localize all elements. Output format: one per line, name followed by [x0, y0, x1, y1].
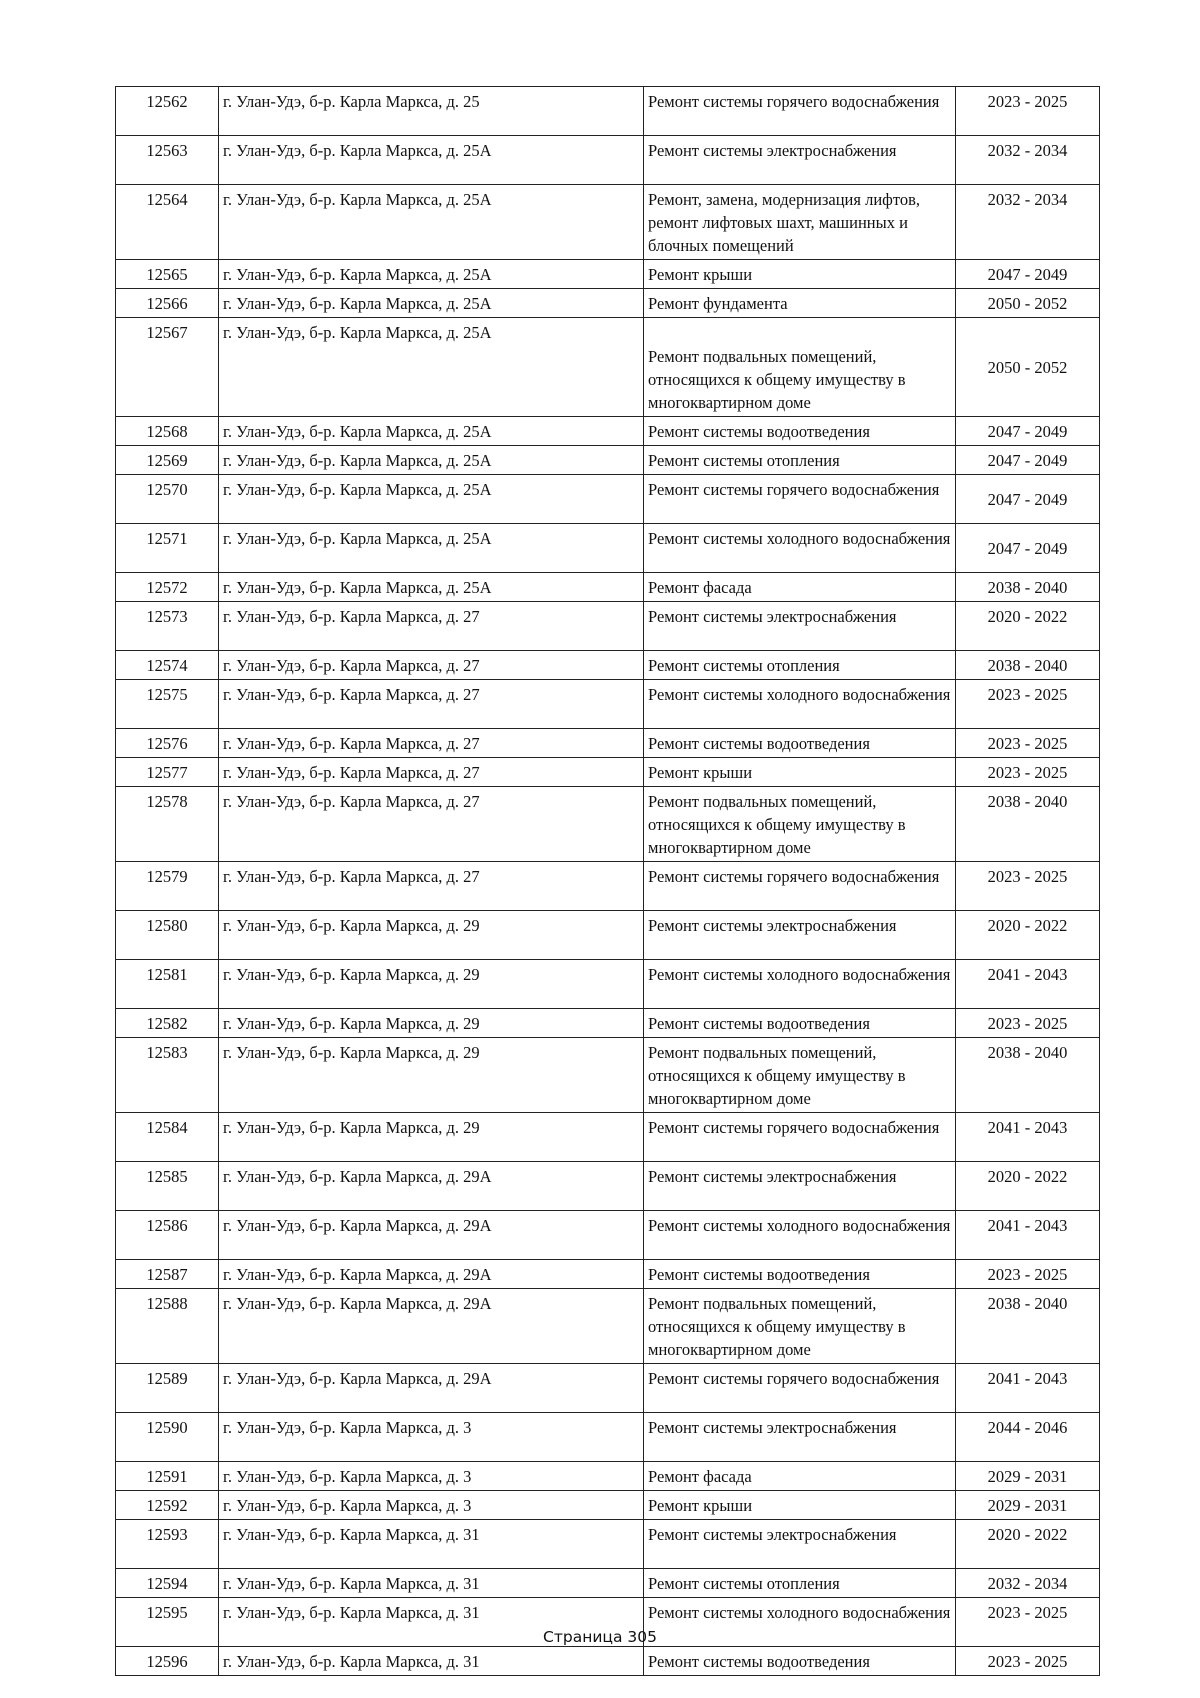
row-address: г. Улан-Удэ, б-р. Карла Маркса, д. 27	[219, 862, 644, 911]
row-period: 2044 - 2046	[956, 1413, 1100, 1462]
row-period: 2020 - 2022	[956, 1520, 1100, 1569]
row-number: 12573	[116, 602, 219, 651]
row-work-type: Ремонт системы отопления	[644, 446, 956, 475]
row-period: 2023 - 2025	[956, 87, 1100, 136]
row-address: г. Улан-Удэ, б-р. Карла Маркса, д. 31	[219, 1598, 644, 1647]
row-address: г. Улан-Удэ, б-р. Карла Маркса, д. 25А	[219, 573, 644, 602]
row-work-type: Ремонт системы холодного водоснабжения	[644, 524, 956, 573]
row-work-type: Ремонт подвальных помещений, относящихся к общему имуществу в многоквартирном доме	[644, 318, 956, 417]
row-period: 2023 - 2025	[956, 758, 1100, 787]
row-address: г. Улан-Удэ, б-р. Карла Маркса, д. 27	[219, 651, 644, 680]
row-period: 2047 - 2049	[956, 524, 1100, 573]
row-address: г. Улан-Удэ, б-р. Карла Маркса, д. 3	[219, 1491, 644, 1520]
row-number: 12586	[116, 1211, 219, 1260]
table-row	[116, 862, 1100, 911]
row-address: г. Улан-Удэ, б-р. Карла Маркса, д. 29А	[219, 1364, 644, 1413]
row-number: 12577	[116, 758, 219, 787]
row-address: г. Улан-Удэ, б-р. Карла Маркса, д. 29А	[219, 1289, 644, 1364]
table-row	[116, 136, 1100, 185]
row-period: 2023 - 2025	[956, 729, 1100, 758]
table-row	[116, 260, 1100, 289]
table-row	[116, 1364, 1100, 1413]
table-row	[116, 573, 1100, 602]
row-period: 2041 - 2043	[956, 1364, 1100, 1413]
row-period: 2032 - 2034	[956, 1569, 1100, 1598]
row-work-type: Ремонт крыши	[644, 260, 956, 289]
row-address: г. Улан-Удэ, б-р. Карла Маркса, д. 3	[219, 1413, 644, 1462]
row-address: г. Улан-Удэ, б-р. Карла Маркса, д. 27	[219, 729, 644, 758]
table-row	[116, 446, 1100, 475]
row-period: 2023 - 2025	[956, 1647, 1100, 1676]
row-address: г. Улан-Удэ, б-р. Карла Маркса, д. 29	[219, 960, 644, 1009]
row-number: 12575	[116, 680, 219, 729]
row-work-type: Ремонт системы электроснабжения	[644, 1520, 956, 1569]
table-body	[116, 87, 1100, 1676]
table-row	[116, 1462, 1100, 1491]
row-number: 12585	[116, 1162, 219, 1211]
table-row	[116, 1520, 1100, 1569]
row-period: 2047 - 2049	[956, 475, 1100, 524]
row-period: 2032 - 2034	[956, 136, 1100, 185]
row-number: 12576	[116, 729, 219, 758]
row-work-type: Ремонт системы водоотведения	[644, 1260, 956, 1289]
row-address: г. Улан-Удэ, б-р. Карла Маркса, д. 29	[219, 911, 644, 960]
table-row	[116, 1413, 1100, 1462]
row-address: г. Улан-Удэ, б-р. Карла Маркса, д. 25	[219, 87, 644, 136]
row-number: 12562	[116, 87, 219, 136]
row-work-type: Ремонт подвальных помещений, относящихся к общему имуществу в многоквартирном доме	[644, 1038, 956, 1113]
row-period: 2038 - 2040	[956, 651, 1100, 680]
row-address: г. Улан-Удэ, б-р. Карла Маркса, д. 25А	[219, 318, 644, 417]
table-row	[116, 1491, 1100, 1520]
row-work-type: Ремонт системы горячего водоснабжения	[644, 475, 956, 524]
row-period: 2029 - 2031	[956, 1462, 1100, 1491]
table-row	[116, 680, 1100, 729]
row-number: 12580	[116, 911, 219, 960]
row-number: 12582	[116, 1009, 219, 1038]
row-work-type: Ремонт системы водоотведения	[644, 1009, 956, 1038]
row-work-type: Ремонт крыши	[644, 758, 956, 787]
row-period: 2047 - 2049	[956, 446, 1100, 475]
row-number: 12563	[116, 136, 219, 185]
row-number: 12578	[116, 787, 219, 862]
row-number: 12566	[116, 289, 219, 318]
table-row	[116, 1038, 1100, 1113]
row-work-type: Ремонт, замена, модернизация лифтов, ремонт лифтовых шахт, машинных и блочных помещений	[644, 185, 956, 260]
table-row	[116, 651, 1100, 680]
table-row	[116, 602, 1100, 651]
table-row	[116, 1260, 1100, 1289]
table-row	[116, 729, 1100, 758]
row-period: 2029 - 2031	[956, 1491, 1100, 1520]
row-number: 12574	[116, 651, 219, 680]
row-number: 12579	[116, 862, 219, 911]
row-work-type: Ремонт фундамента	[644, 289, 956, 318]
row-address: г. Улан-Удэ, б-р. Карла Маркса, д. 25А	[219, 417, 644, 446]
row-work-type: Ремонт системы электроснабжения	[644, 911, 956, 960]
table-row	[116, 1211, 1100, 1260]
row-address: г. Улан-Удэ, б-р. Карла Маркса, д. 25А	[219, 446, 644, 475]
row-work-type: Ремонт системы горячего водоснабжения	[644, 1364, 956, 1413]
row-address: г. Улан-Удэ, б-р. Карла Маркса, д. 25А	[219, 475, 644, 524]
row-work-type: Ремонт системы водоотведения	[644, 1647, 956, 1676]
row-number: 12571	[116, 524, 219, 573]
row-number: 12565	[116, 260, 219, 289]
row-number: 12591	[116, 1462, 219, 1491]
row-period: 2041 - 2043	[956, 1113, 1100, 1162]
row-number: 12568	[116, 417, 219, 446]
row-work-type: Ремонт системы водоотведения	[644, 417, 956, 446]
row-period: 2041 - 2043	[956, 960, 1100, 1009]
table-row	[116, 1113, 1100, 1162]
table-row	[116, 1162, 1100, 1211]
row-address: г. Улан-Удэ, б-р. Карла Маркса, д. 3	[219, 1462, 644, 1491]
row-address: г. Улан-Удэ, б-р. Карла Маркса, д. 27	[219, 602, 644, 651]
table-row	[116, 1009, 1100, 1038]
row-number: 12588	[116, 1289, 219, 1364]
row-period: 2023 - 2025	[956, 1009, 1100, 1038]
row-number: 12564	[116, 185, 219, 260]
row-address: г. Улан-Удэ, б-р. Карла Маркса, д. 29	[219, 1009, 644, 1038]
row-period: 2020 - 2022	[956, 602, 1100, 651]
row-number: 12587	[116, 1260, 219, 1289]
row-work-type: Ремонт системы горячего водоснабжения	[644, 1113, 956, 1162]
row-address: г. Улан-Удэ, б-р. Карла Маркса, д. 25А	[219, 260, 644, 289]
row-number: 12593	[116, 1520, 219, 1569]
table-row	[116, 787, 1100, 862]
row-address: г. Улан-Удэ, б-р. Карла Маркса, д. 25А	[219, 185, 644, 260]
row-number: 12589	[116, 1364, 219, 1413]
row-work-type: Ремонт системы отопления	[644, 651, 956, 680]
row-address: г. Улан-Удэ, б-р. Карла Маркса, д. 31	[219, 1520, 644, 1569]
row-period: 2050 - 2052	[956, 289, 1100, 318]
row-work-type: Ремонт крыши	[644, 1491, 956, 1520]
table-row	[116, 475, 1100, 524]
row-address: г. Улан-Удэ, б-р. Карла Маркса, д. 25А	[219, 524, 644, 573]
table-row	[116, 960, 1100, 1009]
row-work-type: Ремонт системы электроснабжения	[644, 1413, 956, 1462]
works-table	[115, 86, 1100, 1676]
table-row	[116, 1289, 1100, 1364]
row-period: 2038 - 2040	[956, 573, 1100, 602]
row-number: 12581	[116, 960, 219, 1009]
row-work-type: Ремонт системы отопления	[644, 1569, 956, 1598]
row-number: 12595	[116, 1598, 219, 1647]
row-address: г. Улан-Удэ, б-р. Карла Маркса, д. 29А	[219, 1260, 644, 1289]
row-work-type: Ремонт системы электроснабжения	[644, 602, 956, 651]
row-period: 2023 - 2025	[956, 1598, 1100, 1647]
table-row	[116, 524, 1100, 573]
row-period: 2038 - 2040	[956, 1038, 1100, 1113]
row-period: 2020 - 2022	[956, 911, 1100, 960]
row-period: 2032 - 2034	[956, 185, 1100, 260]
row-work-type: Ремонт фасада	[644, 1462, 956, 1491]
row-work-type: Ремонт системы холодного водоснабжения	[644, 680, 956, 729]
row-address: г. Улан-Удэ, б-р. Карла Маркса, д. 27	[219, 758, 644, 787]
row-period: 2047 - 2049	[956, 260, 1100, 289]
table-row	[116, 417, 1100, 446]
row-period: 2050 - 2052	[956, 318, 1100, 417]
row-work-type: Ремонт системы электроснабжения	[644, 136, 956, 185]
row-period: 2023 - 2025	[956, 1260, 1100, 1289]
row-address: г. Улан-Удэ, б-р. Карла Маркса, д. 29	[219, 1038, 644, 1113]
row-period: 2023 - 2025	[956, 862, 1100, 911]
row-number: 12584	[116, 1113, 219, 1162]
page-number: Страница 305	[543, 1628, 657, 1646]
row-work-type: Ремонт фасада	[644, 573, 956, 602]
row-number: 12594	[116, 1569, 219, 1598]
row-address: г. Улан-Удэ, б-р. Карла Маркса, д. 27	[219, 680, 644, 729]
row-number: 12592	[116, 1491, 219, 1520]
row-work-type: Ремонт системы холодного водоснабжения	[644, 960, 956, 1009]
table-row	[116, 758, 1100, 787]
row-number: 12569	[116, 446, 219, 475]
table-row	[116, 318, 1100, 417]
row-period: 2020 - 2022	[956, 1162, 1100, 1211]
row-address: г. Улан-Удэ, б-р. Карла Маркса, д. 27	[219, 787, 644, 862]
table-row	[116, 87, 1100, 136]
row-period: 2047 - 2049	[956, 417, 1100, 446]
row-number: 12567	[116, 318, 219, 417]
table-row	[116, 911, 1100, 960]
row-work-type: Ремонт системы холодного водоснабжения	[644, 1211, 956, 1260]
table-row	[116, 185, 1100, 260]
row-work-type: Ремонт системы горячего водоснабжения	[644, 862, 956, 911]
row-work-type: Ремонт системы водоотведения	[644, 729, 956, 758]
row-period: 2038 - 2040	[956, 787, 1100, 862]
row-address: г. Улан-Удэ, б-р. Карла Маркса, д. 25А	[219, 136, 644, 185]
row-address: г. Улан-Удэ, б-р. Карла Маркса, д. 29А	[219, 1162, 644, 1211]
row-work-type: Ремонт подвальных помещений, относящихся к общему имуществу в многоквартирном доме	[644, 1289, 956, 1364]
table-row	[116, 289, 1100, 318]
row-number: 12572	[116, 573, 219, 602]
row-address: г. Улан-Удэ, б-р. Карла Маркса, д. 25А	[219, 289, 644, 318]
row-work-type: Ремонт системы горячего водоснабжения	[644, 87, 956, 136]
row-period: 2041 - 2043	[956, 1211, 1100, 1260]
row-address: г. Улан-Удэ, б-р. Карла Маркса, д. 31	[219, 1647, 644, 1676]
row-number: 12570	[116, 475, 219, 524]
row-work-type: Ремонт системы холодного водоснабжения	[644, 1598, 956, 1647]
row-address: г. Улан-Удэ, б-р. Карла Маркса, д. 31	[219, 1569, 644, 1598]
row-work-type: Ремонт системы электроснабжения	[644, 1162, 956, 1211]
table-row	[116, 1569, 1100, 1598]
row-number: 12596	[116, 1647, 219, 1676]
row-address: г. Улан-Удэ, б-р. Карла Маркса, д. 29	[219, 1113, 644, 1162]
row-work-type: Ремонт подвальных помещений, относящихся к общему имуществу в многоквартирном доме	[644, 787, 956, 862]
table-row	[116, 1647, 1100, 1676]
row-number: 12583	[116, 1038, 219, 1113]
row-number: 12590	[116, 1413, 219, 1462]
row-period: 2023 - 2025	[956, 680, 1100, 729]
row-address: г. Улан-Удэ, б-р. Карла Маркса, д. 29А	[219, 1211, 644, 1260]
row-period: 2038 - 2040	[956, 1289, 1100, 1364]
